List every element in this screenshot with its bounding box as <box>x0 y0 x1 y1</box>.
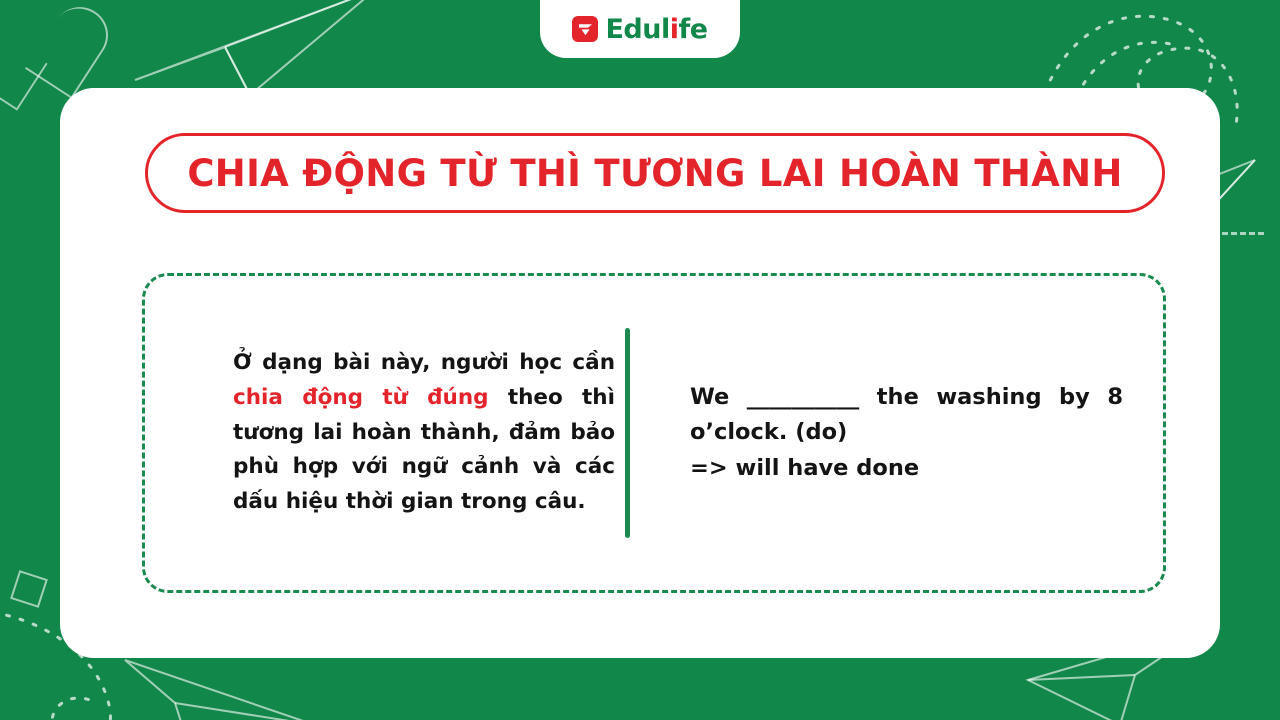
brand-logo <box>540 0 740 58</box>
explanation-text <box>233 346 615 520</box>
edulife-mark-icon <box>572 16 598 42</box>
explanation-part2: theo thì tương lai hoàn thành, đảm bảo phù hợp với ngữ cảnh và các dấu hiệu thời gian trong câu. <box>233 384 615 515</box>
explanation-part1: Ở dạng bài này, người học cần <box>233 349 615 375</box>
brand-name-accent: i <box>669 13 679 45</box>
brand-name <box>605 14 707 45</box>
explanation-column <box>145 346 625 520</box>
example-question: We __________ the washing by 8 o’clock. (do) <box>690 383 1123 445</box>
content-card <box>60 88 1220 658</box>
lesson-box <box>142 273 1166 593</box>
brand-name-suffix: fe <box>678 13 708 45</box>
explanation-highlight: chia động từ đúng <box>233 384 489 410</box>
vertical-divider <box>625 328 630 538</box>
example-column <box>638 380 1163 487</box>
example-answer: => will have done <box>690 455 920 482</box>
page-title: CHIA ĐỘNG TỪ THÌ TƯƠNG LAI HOÀN THÀNH <box>187 151 1123 195</box>
page-title-pill <box>145 133 1165 213</box>
brand-name-prefix: Edul <box>605 13 670 45</box>
